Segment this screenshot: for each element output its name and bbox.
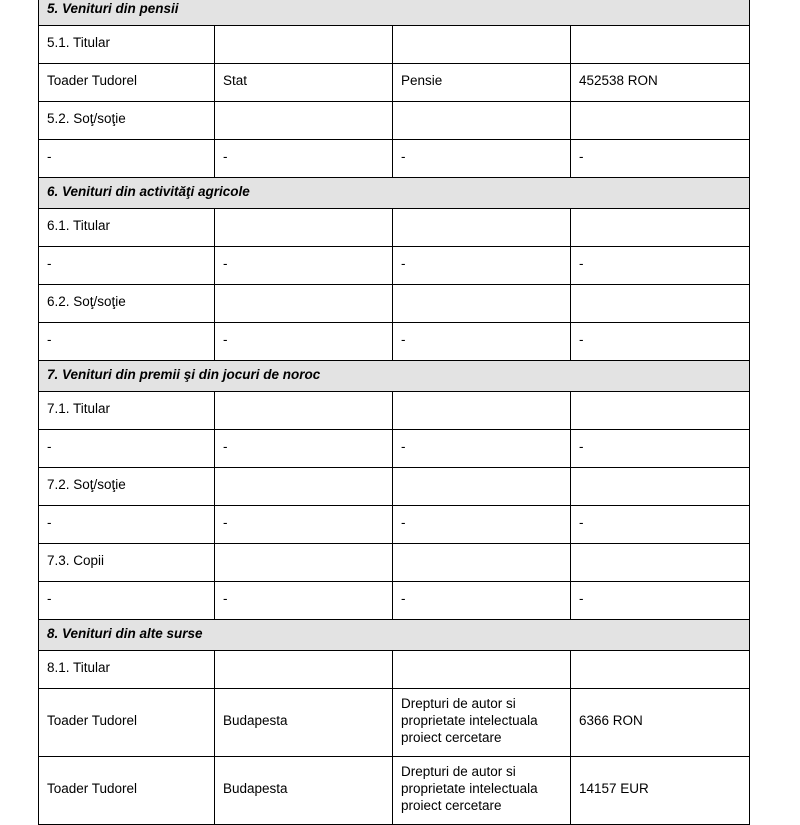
table-cell: -	[393, 322, 571, 360]
table-cell	[215, 101, 393, 139]
table-cell: -	[571, 246, 750, 284]
table-cell	[571, 650, 750, 688]
table-row	[39, 246, 750, 284]
table-cell: -	[215, 322, 393, 360]
table-cell: -	[215, 429, 393, 467]
table-cell	[571, 543, 750, 581]
table-cell	[393, 208, 571, 246]
table-row	[39, 177, 750, 208]
table-cell	[571, 391, 750, 429]
table-cell: Stat	[215, 63, 393, 101]
table-row	[39, 101, 750, 139]
table-body	[39, 0, 750, 824]
table-cell: -	[39, 429, 215, 467]
table-cell: 8.1. Titular	[39, 650, 215, 688]
section-header: 5. Venituri din pensii	[39, 0, 750, 25]
table-cell: -	[393, 505, 571, 543]
table-row	[39, 505, 750, 543]
section-header: 7. Venituri din premii şi din jocuri de noroc	[39, 360, 750, 391]
table-cell: 6.1. Titular	[39, 208, 215, 246]
table-cell: 6366 RON	[571, 688, 750, 756]
table-cell	[215, 208, 393, 246]
table-cell	[215, 543, 393, 581]
table-cell: -	[393, 246, 571, 284]
table-row	[39, 391, 750, 429]
table-row	[39, 208, 750, 246]
table-row	[39, 650, 750, 688]
table-cell	[215, 391, 393, 429]
table-cell: Budapesta	[215, 756, 393, 824]
table-cell: 5.2. Soţ/soţie	[39, 101, 215, 139]
table-row	[39, 619, 750, 650]
table-cell: -	[215, 505, 393, 543]
table-row	[39, 756, 750, 824]
table-cell: -	[571, 505, 750, 543]
section-header: 6. Venituri din activităţi agricole	[39, 177, 750, 208]
table-cell	[571, 208, 750, 246]
income-declaration-table	[38, 0, 750, 825]
table-row	[39, 543, 750, 581]
table-cell: -	[393, 139, 571, 177]
table-cell: 5.1. Titular	[39, 25, 215, 63]
table-cell	[393, 650, 571, 688]
table-row	[39, 25, 750, 63]
table-cell: Toader Tudorel	[39, 688, 215, 756]
table-cell: -	[39, 322, 215, 360]
table-row	[39, 284, 750, 322]
table-cell: -	[393, 429, 571, 467]
table-cell: -	[393, 581, 571, 619]
table-cell	[393, 25, 571, 63]
table-cell	[393, 391, 571, 429]
table-cell: -	[571, 581, 750, 619]
table-cell: -	[571, 139, 750, 177]
table-cell	[215, 650, 393, 688]
table-cell: 6.2. Soţ/soţie	[39, 284, 215, 322]
table-cell: -	[215, 581, 393, 619]
table-row	[39, 63, 750, 101]
table-cell: 7.2. Soţ/soţie	[39, 467, 215, 505]
table-row	[39, 322, 750, 360]
table-cell: -	[571, 322, 750, 360]
table-cell: -	[39, 505, 215, 543]
table-row	[39, 429, 750, 467]
table-cell: -	[215, 246, 393, 284]
table-row	[39, 581, 750, 619]
section-header: 8. Venituri din alte surse	[39, 619, 750, 650]
table-cell: 452538 RON	[571, 63, 750, 101]
table-cell	[215, 284, 393, 322]
table-cell	[215, 25, 393, 63]
table-cell: 7.1. Titular	[39, 391, 215, 429]
table-cell: -	[39, 139, 215, 177]
table-row	[39, 688, 750, 756]
table-cell: 14157 EUR	[571, 756, 750, 824]
table-row	[39, 0, 750, 25]
table-cell: Drepturi de autor si proprietate intelectuala proiect cercetare	[393, 688, 571, 756]
table-cell	[571, 25, 750, 63]
table-cell	[393, 543, 571, 581]
table-cell: Drepturi de autor si proprietate intelectuala proiect cercetare	[393, 756, 571, 824]
table-cell	[571, 284, 750, 322]
table-cell: Budapesta	[215, 688, 393, 756]
table-cell: -	[571, 429, 750, 467]
table-cell: -	[39, 246, 215, 284]
table-cell: -	[215, 139, 393, 177]
table-cell	[393, 467, 571, 505]
table-cell	[393, 101, 571, 139]
table-row	[39, 360, 750, 391]
table-cell	[393, 284, 571, 322]
table-cell: Toader Tudorel	[39, 63, 215, 101]
table-cell: -	[39, 581, 215, 619]
table-cell	[571, 101, 750, 139]
table-cell: Pensie	[393, 63, 571, 101]
table-cell	[571, 467, 750, 505]
table-cell: 7.3. Copii	[39, 543, 215, 581]
table-row	[39, 139, 750, 177]
table-row	[39, 467, 750, 505]
table-cell	[215, 467, 393, 505]
table-cell: Toader Tudorel	[39, 756, 215, 824]
